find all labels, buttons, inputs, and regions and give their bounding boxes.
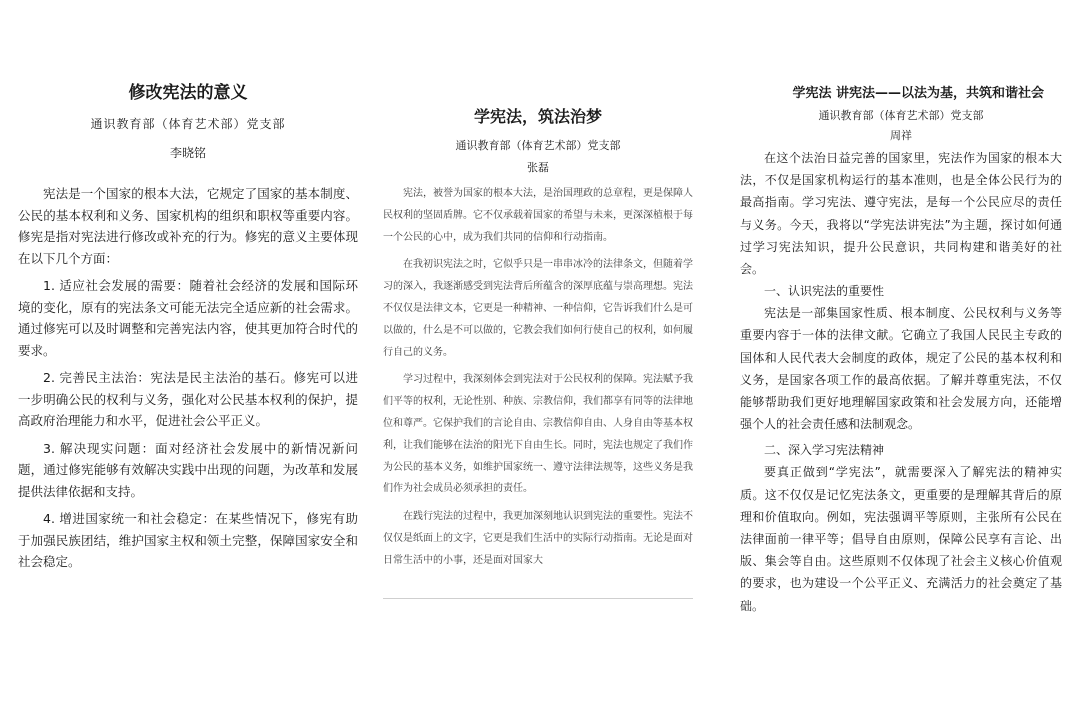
- doc3-title: 学宪法 讲宪法——以法为基，共筑和谐社会: [792, 86, 1044, 101]
- doc2-paragraph-2: 在我初识宪法之时，它似乎只是一串串冰冷的法律条文，但随着学习的深入，我逐渐感受到宪法背后所蕴含的深厚底蕴与崇高理想。宪法不仅仅是法律文本，它更是一种精神、一种信仰，它告诉我们什么是可以做的，什么是不可以做的，它教会我们如何行使自己的权利，如何履行自己的义务。: [383, 259, 693, 358]
- doc2-paragraph-4: 在践行宪法的过程中，我更加深刻地认识到宪法的重要性。宪法不仅仅是纸面上的文字，它更是我们生活中的实际行动指南。无论是面对日常生活中的小事，还是面对国家大: [383, 511, 693, 566]
- doc2-bottom-divider: [383, 598, 693, 599]
- doc2-author: 张磊: [527, 161, 549, 174]
- doc1-point-2: 2. 完善民主法治：宪法是民主法治的基石。修宪可以进一步明确公民的权利与义务，强化对公民基本权利的保护，提高政府治理能力和水平，促进社会公平正义。: [18, 370, 358, 428]
- doc1-title: 修改宪法的意义: [128, 83, 248, 103]
- doc2-paragraph-3: 学习过程中，我深刻体会到宪法对于公民权利的保障。宪法赋予我们平等的权利，无论性别、种族、宗教信仰，我们都享有同等的法律地位和尊严。它保护我们的言论自由、宗教信仰自由、人身自由等基本权利，让我们能够在法治的阳光下自由生长。同时，宪法也规定了我们作为公民的基本义务，如维护国家统一、遵守法律法规等，这些义务是我们作为社会成员必须承担的责任。: [383, 374, 693, 495]
- document-page-3: [740, 82, 1062, 617]
- doc3-section-1-paragraph: 宪法是一部集国家性质、根本制度、公民权利与义务等重要内容于一体的法律文献。它确立了我国人民民主专政的国体和人民代表大会制度的政体，规定了公民的基本权利和义务，是国家各项工作的最高依据。了解并尊重宪法，不仅能够帮助我们更好地理解国家政策和社会发展方向，还能增强个人的社会责任感和法制观念。: [740, 306, 1062, 432]
- doc1-point-3: 3. 解决现实问题：面对经济社会发展中的新情况新问题，通过修宪能够有效解决实践中出现的问题，为改革和发展提供法律依据和支持。: [18, 440, 358, 499]
- doc3-organization: 通识教育部（体育艺术部）党支部: [818, 109, 984, 122]
- doc1-intro-paragraph: 宪法是一个国家的根本大法，它规定了国家的基本制度、公民的基本权利和义务、国家机构的组织和职权等重要内容。修宪是指对宪法进行修改或补充的行为。修宪的意义主要体现在以下几个方面：: [18, 186, 358, 266]
- doc3-intro-paragraph: 在这个法治日益完善的国家里，宪法作为国家的根本大法，不仅是国家机构运行的基本准则，也是全体公民行为的最高指南。学习宪法、遵守宪法，是每一个公民应尽的责任与义务。今天，我将以“学宪法讲宪法”为主题，探讨如何通过学习宪法知识，提升公民意识，共同构建和谐美好的社会。: [740, 151, 1062, 277]
- doc2-paragraph-1: 宪法，被誉为国家的根本大法，是治国理政的总章程，更是保障人民权利的坚固盾牌。它不仅承载着国家的希望与未来，更深深植根于每一个公民的心中，成为我们共同的信仰和行动指南。: [383, 188, 693, 243]
- doc1-author: 李晓铭: [169, 146, 206, 160]
- doc2-organization: 通识教育部（体育艺术部）党支部: [455, 139, 621, 152]
- doc1-point-1: 1. 适应社会发展的需要：随着社会经济的发展和国际环境的变化，原有的宪法条文可能无法完全适应新的社会需求。通过修宪可以及时调整和完善宪法内容，使其更加符合时代的要求。: [18, 278, 358, 358]
- doc3-section-2-heading: 二、深入学习宪法精神: [764, 443, 885, 458]
- doc1-point-4: 4. 增进国家统一和社会稳定：在某些情况下，修宪有助于加强民族团结，维护国家主权和领土完整，保障国家安全和社会稳定。: [18, 511, 358, 569]
- doc3-author: 周祥: [890, 129, 912, 142]
- doc3-section-2-paragraph: 要真正做到“学宪法”，就需要深入了解宪法的精神实质。这不仅仅是记忆宪法条文，更重要的是理解其背后的原理和价值取向。例如，宪法强调平等原则，主张所有公民在法律面前一律平等；倡导自由原则，保障公民享有言论、出版、集会等自由。这些原则不仅体现了社会主义核心价值观的要求，也为建设一个公平正义、充满活力的社会奠定了基础。: [740, 465, 1062, 613]
- doc1-organization: 通识教育部（体育艺术部）党支部: [90, 117, 286, 131]
- document-page-2: [383, 104, 693, 604]
- doc2-title: 学宪法，筑法治梦: [473, 107, 602, 126]
- doc3-section-1-heading: 一、认识宪法的重要性: [764, 284, 885, 299]
- document-page-1: [18, 78, 358, 573]
